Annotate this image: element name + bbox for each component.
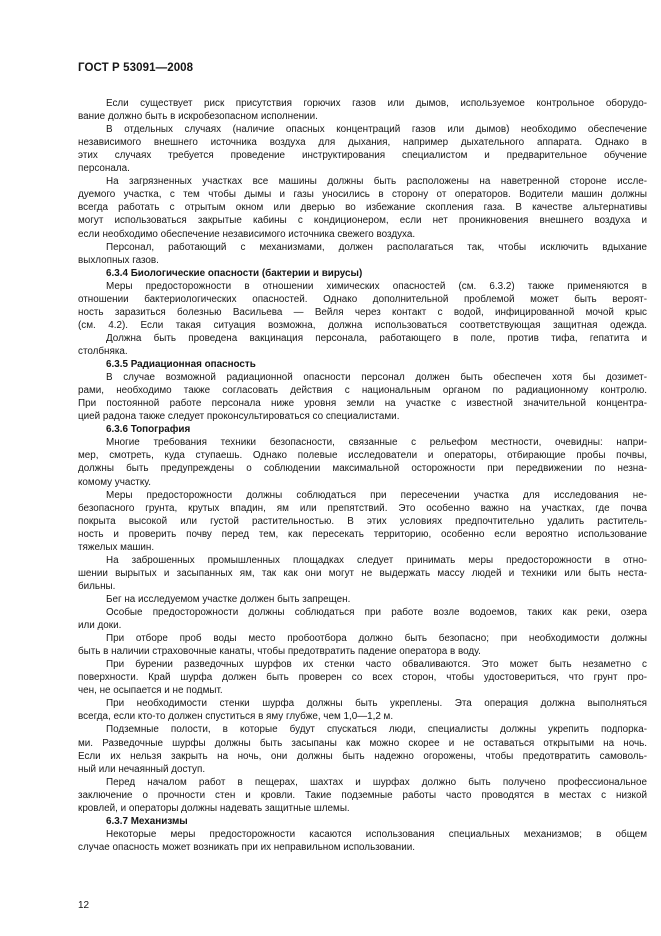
- body-text-line: поверхности. Край шурфа должен быть проверен со всех сторон, чтобы удостовериться, что грунт про-: [78, 672, 647, 684]
- document-code-header: ГОСТ Р 53091—2008: [78, 62, 194, 74]
- body-text-line: кровлей, и операторы должны надевать защитные шлемы.: [78, 802, 350, 814]
- body-text-line: При бурении разведочных шурфов их стенки часто обваливаются. Это может быть незаметно с: [106, 659, 647, 671]
- body-text-line: цией радона также следует проконсультироваться со специалистами.: [78, 411, 400, 423]
- body-text-line: дуемого участка, с тем чтобы дымы и газы уносились в сторону от операторов. Водители машин должны: [78, 189, 647, 201]
- body-text-line: покрыта высокой или густой растительностью. В этих условиях предпочтительно удалить раститель-: [78, 515, 647, 527]
- body-text-line: Если их нельзя закрыть на ночь, они должны быть надежно огорожены, чтобы предотвратить самоволь-: [78, 750, 647, 762]
- body-text-line: или доки.: [78, 620, 122, 631]
- body-text-line: независимого внешнего источника воздуха для дыхания, например дыхательного аппарата. Однако в: [78, 137, 647, 149]
- body-text-line: чен, не осыпается и не подмыт.: [78, 685, 223, 697]
- body-text-line: ность заразиться болезнью Васильева — Вейля через контакт с водой, инфицированной мочой крыс: [78, 306, 647, 318]
- body-text-line: вание должно быть в искробезопасном исполнении.: [78, 111, 318, 122]
- section-heading: 6.3.4 Биологические опасности (бактерии и вирусы): [106, 267, 363, 279]
- body-text-line: На загрязненных участках все машины должны быть расположены на наветренной стороне иссле-: [106, 176, 647, 188]
- body-text-line: быть в наличии страховочные канаты, чтобы предотвратить падение оператора в воду.: [78, 646, 481, 658]
- body-text-line: На заброшенных промышленных площадках следует принимать меры предосторожности в отно-: [106, 554, 647, 566]
- body-text-line: рами, необходимо также согласовать действия с национальным органом по радиационному контролю.: [78, 385, 647, 397]
- body-text-line: ми. Разведочные шурфы должны быть засыпаны как можно скорее и не оставаться открытыми на ночь.: [78, 737, 647, 749]
- body-text-line: Меры предосторожности должны соблюдаться при пересечении участка для исследования не-: [106, 489, 647, 501]
- body-text-line: персонала.: [78, 163, 130, 175]
- body-text-line: мер, смотреть, куда ступаешь. Однако полевые исследователи и операторы, отбирающие пробы почвы,: [78, 450, 647, 462]
- body-text-line: отношении бактериологических опасностей. Однако дополнительной проблемой может быть вероят-: [78, 293, 647, 305]
- body-text-line: всегда работать с отрытым окном или дверью во избежание скопления газа. В качестве альтернативы: [78, 202, 647, 214]
- body-text-line: выхлопных газов.: [78, 254, 159, 266]
- body-text-line: Бег на исследуемом участке должен быть запрещен.: [106, 593, 351, 605]
- body-text-line: Подземные полости, в которые будут спускаться люди, специалисты должны укрепить подпорка-: [106, 724, 647, 736]
- body-text-line: тяжелых машин.: [78, 541, 155, 553]
- body-text-line: (см. 4.2). Если такая ситуация возможна, должна использоваться соответствующая защитная одежда.: [78, 319, 647, 331]
- body-text-line: ный или нечаянный доступ.: [78, 763, 206, 775]
- body-text-line: В случае возможной радиационной опасности персонал должен быть обеспечен хотя бы дозимет-: [106, 372, 647, 384]
- body-text-line: комому участку.: [78, 476, 151, 488]
- body-text-line: всегда, если кто-то должен спуститься в яму глубже, чем 1,0—1,2 м.: [78, 711, 394, 723]
- section-heading: 6.3.7 Механизмы: [106, 815, 188, 827]
- body-text-line: этих случаях требуется проведение инструктирования специалистом и предварительное обучение: [78, 150, 647, 162]
- body-text-line: бильны.: [78, 580, 116, 592]
- body-text-line: Перед началом работ в пещерах, шахтах и шурфах должно быть получено профессиональное: [106, 776, 647, 788]
- body-text-line: случае опасность может возникать при их неправильном использовании.: [78, 841, 415, 853]
- section-heading: 6.3.5 Радиационная опасность: [106, 359, 256, 370]
- body-text-line: столбняка.: [78, 346, 128, 357]
- body-text-line: Персонал, работающий с механизмами, должен располагаться так, чтобы исключить вдыхание: [106, 241, 647, 253]
- body-text-line: заключение о прочности стен и кровли. Такие подземные работы часто проводятся в местах с низкой: [78, 789, 647, 801]
- body-text-line: Некоторые меры предосторожности касаются использования специальных механизмов; в общем: [106, 828, 647, 840]
- body-text-line: ность и проверить почву перед тем, как пересекать территорию, особенно если вероятно использование: [78, 528, 647, 540]
- body-text-line: если необходимо обеспечение независимого источника свежего воздуха.: [78, 228, 416, 240]
- body-text-line: При отборе проб воды место пробоотбора должно быть безопасно; при необходимости должны: [106, 633, 647, 645]
- section-heading: 6.3.6 Топография: [106, 424, 191, 436]
- body-text-line: Должна быть проведена вакцинация персонала, работающего в поле, против тифа, гепатита и: [106, 332, 647, 344]
- body-text-line: Меры предосторожности в отношении химических опасностей (см. 6.3.2) также применяются в: [106, 280, 647, 292]
- body-text-line: При необходимости стенки шурфа должны быть укреплены. Эта операция должна выполняться: [106, 698, 647, 710]
- body-text-line: должны быть предупреждены о соблюдении максимальной осторожности при передвижении по незна-: [78, 463, 647, 475]
- body-text-line: Особые предосторожности должны соблюдаться при работе возле водоемов, таких как реки, озера: [106, 607, 647, 618]
- body-text-line: шении вырытых и засыпанных ям, так как они могут не выдержать массу людей и техники или быть неста-: [78, 567, 647, 579]
- body-text-line: Если существует риск присутствия горючих газов или дымов, используемое контрольное оборудо-: [106, 98, 647, 109]
- body-text-line: Многие требования техники безопасности, связанные с рельефом местности, очевидны: напри-: [106, 437, 647, 449]
- body-text-line: В отдельных случаях (наличие опасных концентраций газов или дымов) необходимо обеспечение: [106, 124, 647, 136]
- body-text-line: При постоянной работе персонала ниже уровня земли на участке с известной значительной концентра-: [78, 398, 647, 410]
- body-text-line: безопасного грунта, крутых впадин, ям или препятствий. Это особенно важно на участках, где почва: [78, 502, 647, 514]
- page-number: 12: [78, 900, 90, 911]
- body-text-line: могут использоваться закрытые кабины с кондиционером, если нет проникновения внешнего воздуха и: [78, 215, 647, 227]
